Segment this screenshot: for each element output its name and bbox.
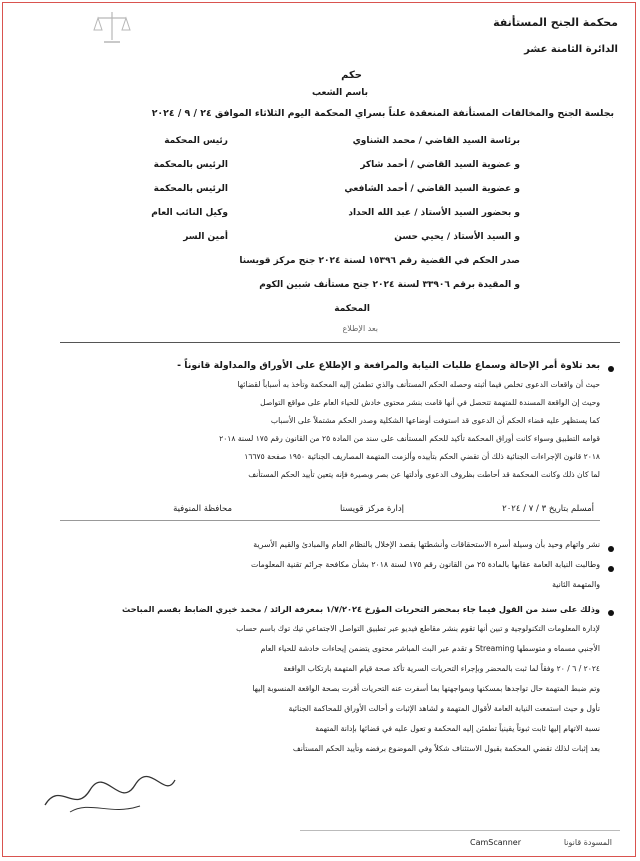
circuit-name: الدائرة الثامنة عشر [524,44,618,55]
in-the-name-title: باسم الشعب [311,88,368,98]
panel-member-name: و عضوية السيد القاضي / أحمد الشافعي [344,184,520,194]
camscanner-watermark: CamScanner [470,838,522,847]
bullet-dot [608,366,614,372]
paragraph-line: حيث أن واقعات الدعوى تخلص فيما أثبته وحصله الحكم المستأنف والذي تطمئن إليه المحكمة وتأخذ به أسباباً لقضائها [237,380,600,389]
report-department: إدارة مركز قويسنا [339,504,404,514]
paragraph-line: ٢٠٢٤ / ٦ / ٢٠ وفقاً لما ثبت بالمحضر وبإجراء التحريات السرية تأكد صحة قيام المتهمة بارتكاب الواقعة [283,664,600,673]
paragraph-line: ٢٠١٨ قانون الإجراءات الجنائية ذلك أن تقضي الحكم بتأييده وألزمت المتهمة المصاريف الجنائية ١٩٥٠ صفحة ١٦٦٧٥ [244,452,600,461]
court-name: محكمة الجنح المستأنفة [493,16,618,29]
footer-stamp: المسودة قانونا [563,838,612,847]
panel-member-name: و عضوية السيد القاضي / أحمد شاكر [360,160,520,170]
bullet-dot [608,566,614,572]
paragraph-line: وتم ضبط المتهمة حال تواجدها بمسكنها وبمواجهتها بما أسفرت عنه التحريات أقرت بصحة الواقعة المنسوبة إليها [252,684,600,693]
court-emblem-icon [92,8,132,48]
bullet-dot [608,546,614,552]
paragraph-line: الأجنبي مسماه و متوسطها Streaming و تقدم عبر البث المباشر محتوى يتضمن إيحاءات خادشة للحياء العام [260,644,600,653]
body-intro: بعد تلاوة أمر الإحالة وسماع طلبات النيابة والمرافعة و الإطلاع على الأوراق والمداولة قانوناً - [177,360,600,371]
footer-divider [300,830,620,831]
section-divider [60,342,620,343]
bullet-line: نشر واتهام وحيد بأن وسيلة أسرة الاستحقاقات وأنشطتها بقصد الإخلال بالنظام العام والمبادئ والقيم الأسرية [253,540,600,549]
reasons-heading: المحكمة [334,304,370,314]
paragraph-line: قوامه التطبيق وسواء كانت أوراق المحكمة تأكيد للحكم المستأنف على سند من المادة ٢٥ من القانون رقم ١٧٥ لسنة ٢٠١٨ [219,434,600,443]
bullet-dot [608,610,614,616]
paragraph-line: تأول و حيث استمعت النيابة العامة لأقوال المتهمة و لشاهد الإثبات و أحالت الأوراق للمحاكمة الجنائية [288,704,600,713]
case-number-line: صدر الحكم في القضية رقم ١٥٣٩٦ لسنة ٢٠٢٤ جنح مركز قويسنا [239,256,520,266]
bullet-line: والمتهمة الثانية [552,580,600,589]
signature-scribble [40,770,180,820]
panel-member-name: و السيد الأستاذ / يحيي حسن [394,232,520,242]
session-line: بجلسة الجنح والمخالفات المستأنفة المنعقدة علناً بسراي المحكمة اليوم الثلاثاء الموافق ٢٤ / ٩ / ٢٠٢٤ [151,108,614,119]
panel-member-role: رئيس المحكمة [164,136,228,146]
paragraph-line: وحيث إن الواقعة المسندة للمتهمة تتحصل في أنها قامت بنشر محتوى خادش للحياء العام على مواقع التواصل [260,398,600,407]
paragraph-line: بعد إثبات لذلك تقضي المحكمة بقبول الاستئناف شكلاً وفي الموضوع برفضه وتأييد الحكم المستأنف [292,744,600,753]
panel-member-role: أمين السر [183,232,228,242]
paragraph2-intro: وذلك على سند من القول فيما جاء بمحضر التحريات المؤرخ ١/٧/٢٠٢٤ بمعرفة الرائد / محمد خيري الضابط بقسم المباحث [122,604,600,614]
paragraph-line: كما يستظهر عليه قضاء الحكم أن الدعوى قد استوفت أوضاعها الشكلية وصدر الحكم مشتملاً على الأسباب [270,416,600,425]
verdict-title: حكم [341,70,362,81]
form-row-underline [60,520,600,521]
reasons-subheading: بعد الإطلاع [342,324,378,333]
panel-member-name: و بحضور السيد الأستاذ / عبد الله الحداد [348,208,520,218]
paragraph-line: نسبة الاتهام إليها ثابت ثبوتاً يقينياً تطمئن إليه المحكمة و تعول عليه في قضائها بإدانة المتهمة [315,724,600,733]
panel-member-role: الرئيس بالمحكمة [153,160,228,170]
panel-member-role: الرئيس بالمحكمة [153,184,228,194]
report-date: أمسلم بتاريخ ٣ / ٧ / ٢٠٢٤ [502,504,594,514]
panel-member-name: برئاسة السيد القاضي / محمد الشناوي [352,136,520,146]
paragraph-line: لإدارة المعلومات التكنولوجية و تبين أنها تقوم بنشر مقاطع فيديو عبر تطبيق التواصل الاجتماعي تيك توك باسم حساب [236,624,600,633]
report-governorate: محافظة المنوفية [173,504,232,514]
paragraph-line: لما كان ذلك وكانت المحكمة قد أحاطت بظروف الدعوى وأدلتها عن بصر وبصيرة فإنه يتعين تأييد الحكم المستأنف [248,470,600,479]
panel-member-role: وكيل النائب العام [151,208,228,218]
bullet-line: وطالبت النيابة العامة عقابها بالمادة ٢٥ من القانون رقم ١٧٥ لسنة ٢٠١٨ بشأن مكافحة جرائم تقنية المعلومات [250,560,600,569]
case-appeal-line: و المقيدة برقم ٣٣٩٠٦ لسنة ٢٠٢٤ جنح مستأنف شبين الكوم [259,280,520,290]
